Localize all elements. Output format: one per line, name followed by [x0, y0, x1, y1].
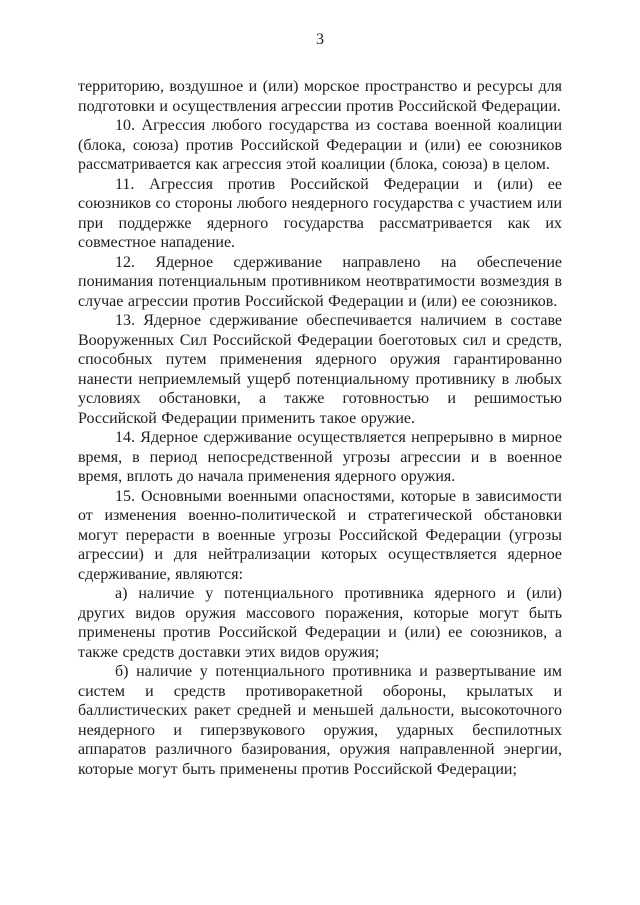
- paragraph-15: 15. Основными военными опасностями, которые в зависимости от изменения военно-политической и стратегической обстановки могут перерасти в военные угрозы Российской Федерации (угрозы агрессии) и для нейтрализации которых осуществляется ядерное сдерживание, являются:: [78, 487, 562, 583]
- page-number: 3: [316, 31, 324, 48]
- paragraph-10: 10. Агрессия любого государства из состава военной коалиции (блока, союза) против Российской Федерации и (или) ее союзников рассматривается как агрессия этой коалиции (блока, союза) в целом.: [78, 117, 562, 173]
- paragraph-13: 13. Ядерное сдерживание обеспечивается наличием в составе Вооруженных Сил Российской Федерации боеготовых сил и средств, способных путем применения ядерного оружия гарантированно нанести неприемлемый ущерб потенциальному противнику в любых условиях обстановки, а также готовностью и решимостью Российской Федерации применить такое оружие.: [78, 312, 562, 427]
- paragraph-12: 12. Ядерное сдерживание направлено на обеспечение понимания потенциальным противником неотвратимости возмездия в случае агрессии против Российской Федерации и (или) ее союзников.: [78, 253, 562, 310]
- paragraph-item-b: б) наличие у потенциального противника и развертывание им систем и средств противоракетной обороны, крылатых и баллистических ракет средней и меньшей дальности, высокоточного неядерного и гиперзвукового оружия, ударных беспилотных аппаратов различного базирования, оружия направленной энергии, которые могут быть применены против Российской Федерации;: [78, 663, 562, 778]
- paragraph-continuation: территорию, воздушное и (или) морское пространство и ресурсы для подготовки и осуществления агрессии против Российской Федерации.: [78, 78, 562, 115]
- paragraph-14: 14. Ядерное сдерживание осуществляется непрерывно в мирное время, в период непосредственной угрозы агрессии и в военное время, вплоть до начала применения ядерного оружия.: [78, 429, 562, 485]
- paragraph-item-a: а) наличие у потенциального противника ядерного и (или) других видов оружия массового поражения, которые могут быть применены против Российской Федерации и (или) ее союзников, а также средств доставки этих видов оружия;: [78, 585, 562, 661]
- paragraph-11: 11. Агрессия против Российской Федерации и (или) ее союзников со стороны любого неядерного государства с участием или при поддержке ядерного государства рассматривается как их совместное нападение.: [78, 175, 563, 251]
